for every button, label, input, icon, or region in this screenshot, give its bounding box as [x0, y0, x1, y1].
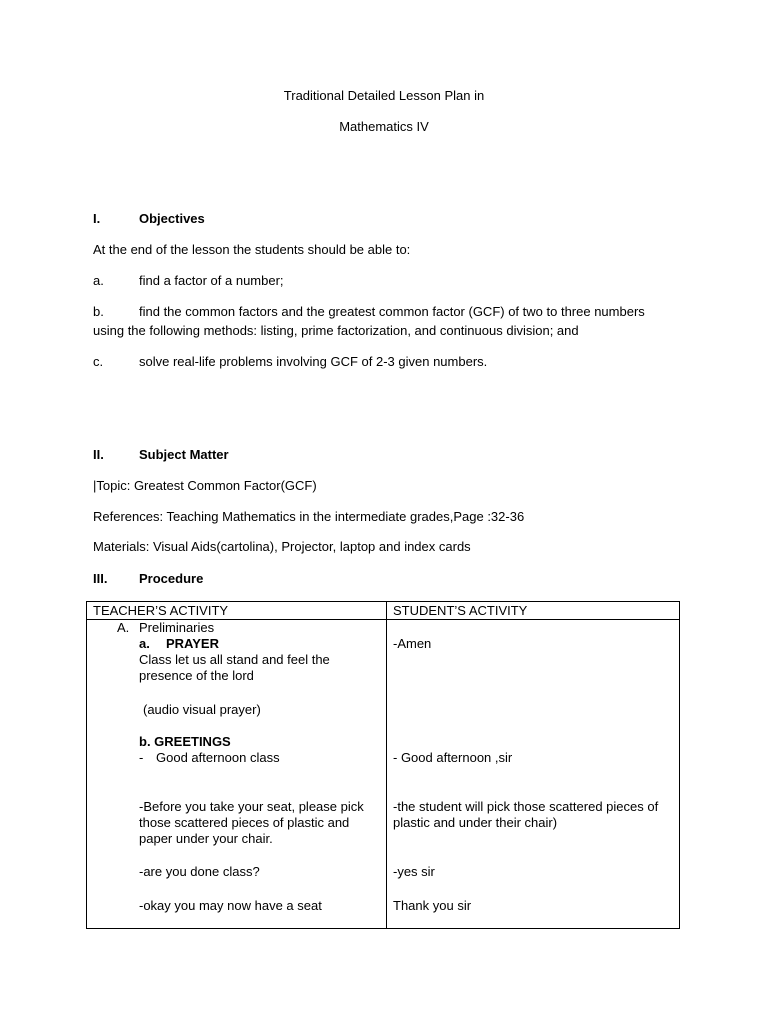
prayer-text-2: presence of the lord: [139, 668, 254, 683]
section-heading-subject-matter: Subject Matter: [139, 447, 229, 462]
subject-materials: Materials: Visual Aids(cartolina), Projector, laptop and index cards: [93, 539, 471, 554]
objectives-intro: At the end of the lesson the students should be able to:: [93, 242, 411, 257]
objective-text-c: solve real-life problems involving GCF of 2-3 given numbers.: [139, 354, 488, 369]
objective-letter-b: b.: [93, 304, 104, 319]
header-student-activity: STUDENT’S ACTIVITY: [393, 603, 528, 618]
seat-instruction-2: those scattered pieces of plastic and: [139, 815, 350, 830]
section-number-procedure: III.: [93, 571, 108, 586]
prayer-letter: a.: [139, 636, 150, 651]
document-title-line2: Mathematics IV: [339, 119, 429, 134]
header-teacher-activity: TEACHER’S ACTIVITY: [93, 603, 229, 618]
student-amen: -Amen: [393, 636, 432, 651]
done-question: -are you done class?: [139, 864, 260, 879]
greetings-label: b. GREETINGS: [139, 734, 231, 749]
section-title-preliminaries: Preliminaries: [139, 620, 215, 635]
seat-instruction-1: -Before you take your seat, please pick: [139, 799, 364, 814]
okay-seat: -okay you may now have a seat: [139, 898, 322, 913]
seat-instruction-3: paper under your chair.: [139, 831, 273, 846]
section-heading-objectives: Objectives: [139, 211, 205, 226]
student-pick-2: plastic and under their chair): [393, 815, 558, 830]
greeting-text: Good afternoon class: [156, 750, 280, 765]
student-pick-1: -the student will pick those scattered pieces of: [393, 799, 659, 814]
section-heading-procedure: Procedure: [139, 571, 204, 586]
objective-letter-a: a.: [93, 273, 104, 288]
objective-text-b-continuation: using the following methods: listing, prime factorization, and continuous division; and: [93, 323, 579, 338]
subject-references: References: Teaching Mathematics in the intermediate grades,Page :32-36: [93, 509, 525, 524]
objective-text-b: find the common factors and the greatest common factor (GCF) of two to three numbers: [139, 304, 645, 319]
objective-letter-c: c.: [93, 354, 104, 369]
section-number-subject-matter: II.: [93, 447, 104, 462]
prayer-text-1: Class let us all stand and feel the: [139, 652, 330, 667]
subject-topic: |Topic: Greatest Common Factor(GCF): [93, 478, 317, 493]
document-title-line1: Traditional Detailed Lesson Plan in: [283, 88, 485, 103]
prayer-label: PRAYER: [166, 636, 219, 651]
audio-visual-prayer: (audio visual prayer): [143, 702, 261, 717]
section-letter-a: A.: [117, 620, 130, 635]
section-number-objectives: I.: [93, 211, 101, 226]
student-thank-you: Thank you sir: [393, 898, 472, 913]
activity-table: [86, 601, 680, 929]
student-good-afternoon: - Good afternoon ,sir: [393, 750, 513, 765]
objective-text-a: find a factor of a number;: [139, 273, 284, 288]
table-column-divider: [386, 602, 387, 928]
student-yes-sir: -yes sir: [393, 864, 435, 879]
greeting-dash: -: [139, 750, 144, 765]
